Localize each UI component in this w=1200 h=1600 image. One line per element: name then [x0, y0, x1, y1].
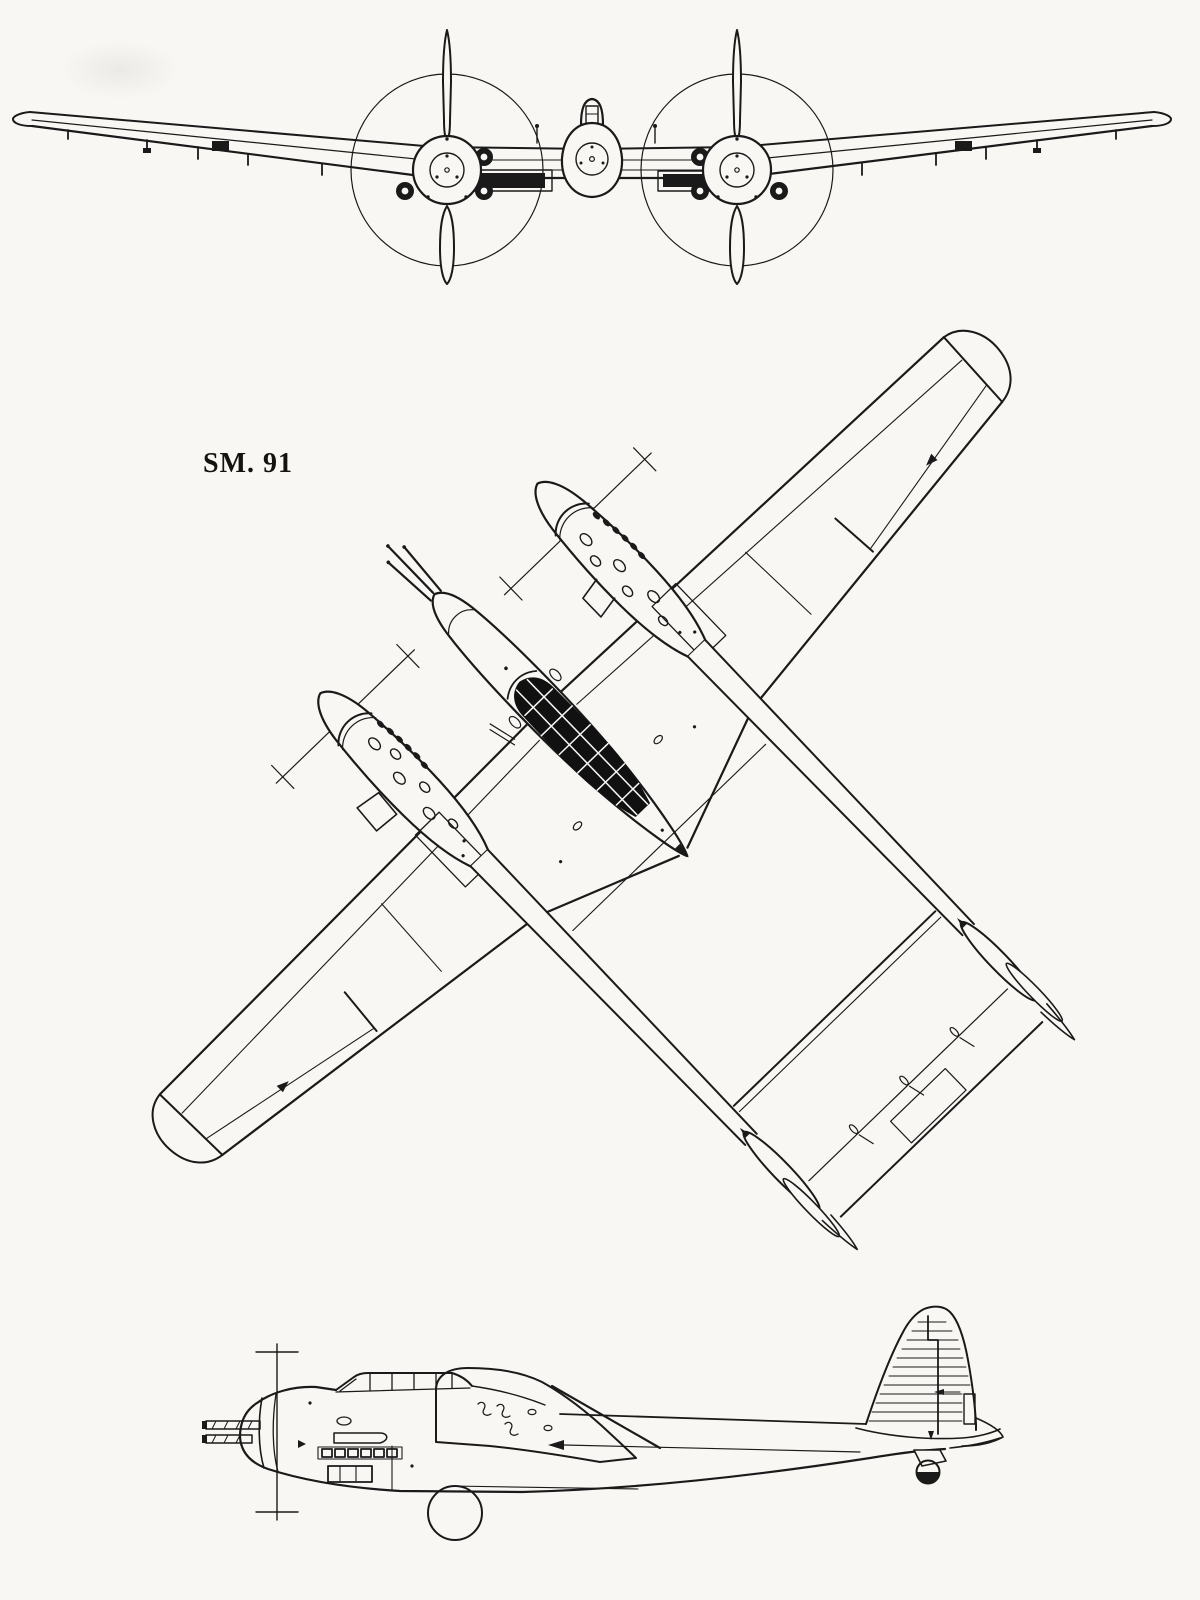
right-propeller-blade-up [733, 30, 741, 141]
left-propeller-blade-up [443, 30, 451, 141]
left-fin-plan [733, 1122, 864, 1256]
cockpit-canopy-plan [503, 667, 658, 826]
tail-wheel [914, 1450, 946, 1484]
plan-view-drawing [0, 144, 1200, 1544]
wheel-reference-circle [428, 1486, 482, 1540]
right-spinner [703, 136, 771, 204]
left-propeller-blade-down [440, 206, 454, 284]
central-nacelle-front [562, 99, 622, 197]
height-dimension-line [256, 1344, 298, 1520]
left-spinner [413, 136, 481, 204]
right-propeller-blade-down [730, 206, 744, 284]
front-view-drawing [13, 30, 1171, 284]
aircraft-type-label: SM. 91 [203, 448, 293, 479]
nose-guns-side [202, 1421, 260, 1443]
tail-fin-side [856, 1307, 1003, 1446]
side-view-drawing [202, 1307, 1003, 1540]
